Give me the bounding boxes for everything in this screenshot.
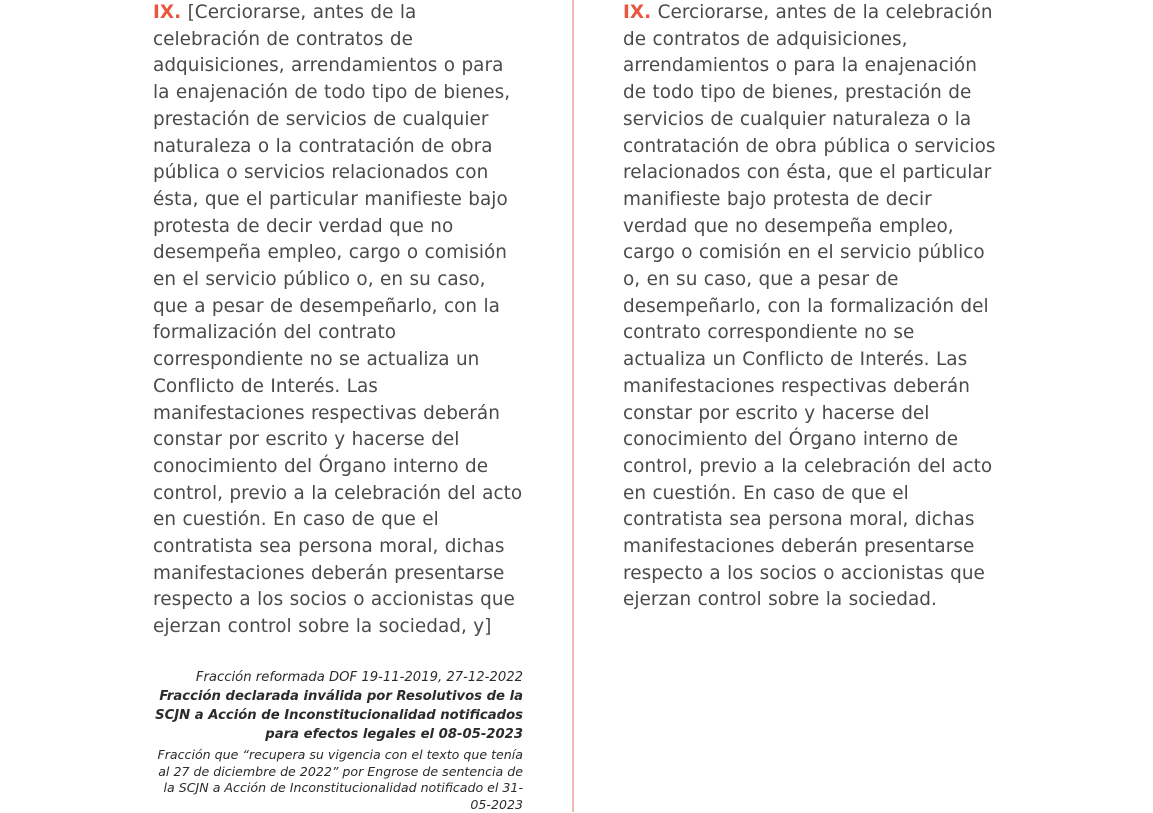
fraction-numeral: IX. xyxy=(153,2,182,23)
original-text-column xyxy=(153,0,525,641)
fraction-ix-paragraph-original xyxy=(153,0,525,641)
validity-note: Fracción que “recupera su vigencia con el texto que tenía al 27 de diciembre de 2022” por Engrose de sentencia de la SCJN a Acción de Inconstitucionalidad notificado el 31-05-2023 xyxy=(157,747,523,812)
fraction-ix-paragraph-current xyxy=(623,0,1001,614)
reformed-text-column xyxy=(623,0,1001,614)
fraction-numeral: IX. xyxy=(623,2,652,23)
reform-note: Fracción reformada DOF 19-11-2019, 27-12-2022 xyxy=(195,670,523,685)
reform-notes xyxy=(153,669,523,813)
invalidity-note: Fracción declarada inválida por Resolutivos de la SCJN a Acción de Inconstitucionalidad notificados para efectos legales el 08-05-2023 xyxy=(155,689,523,742)
fraction-text: [Cerciorarse, antes de la celebración de contratos de adquisiciones, arrendamientos o para la enajenación de todo tipo de bienes, prestación de servicios de cualquier naturaleza o la contratación de obra pública o servicios relacionados con ésta, que el particular manifieste bajo protesta de decir verdad que no desempeña empleo, cargo o comisión en el servicio público o, en su caso, que a pesar de desempeñarlo, con la formalización del contrato correspondiente no se actualiza un Conflicto de Interés. Las manifestaciones respectivas deberán constar por escrito y hacerse del conocimiento del Órgano interno de control, previo a la celebración del acto en cuestión. En caso de que el contratista sea persona moral, dichas manifestaciones deberán presentarse respecto a los socios o accionistas que ejerzan control sobre la sociedad, y] xyxy=(153,2,523,638)
column-divider xyxy=(572,0,574,812)
fraction-text: Cerciorarse, antes de la celebración de contratos de adquisiciones, arrendamientos o para la enajenación de todo tipo de bienes, prestación de servicios de cualquier naturaleza o la contratación de obra pública o servicios relacionados con ésta, que el particular manifieste bajo protesta de decir verdad que no desempeña empleo, cargo o comisión en el servicio público o, en su caso, que a pesar de desempeñarlo, con la formalización del contrato correspondiente no se actualiza un Conflicto de Interés. Las manifestaciones respectivas deberán constar por escrito y hacerse del conocimiento del Órgano interno de control, previo a la celebración del acto en cuestión. En caso de que el contratista sea persona moral, dichas manifestaciones deberán presentarse respecto a los socios o accionistas que ejerzan control sobre la sociedad. xyxy=(623,2,996,611)
